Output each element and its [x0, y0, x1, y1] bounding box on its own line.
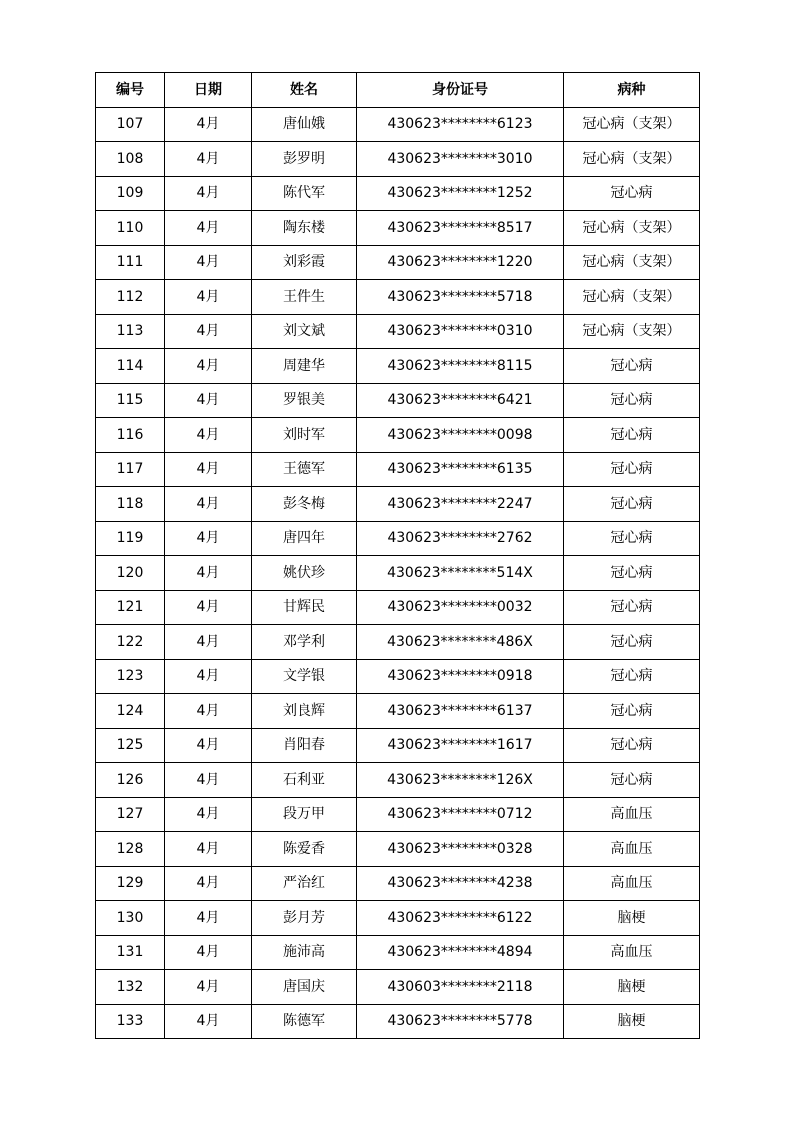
cell-number: 108	[96, 142, 165, 177]
cell-disease: 高血压	[564, 832, 700, 867]
cell-number: 129	[96, 866, 165, 901]
cell-id-number: 430623********486X	[357, 625, 564, 660]
cell-name: 王件生	[252, 280, 357, 315]
cell-date: 4月	[165, 280, 252, 315]
cell-id-number: 430623********6137	[357, 694, 564, 729]
cell-number: 133	[96, 1004, 165, 1039]
cell-date: 4月	[165, 797, 252, 832]
cell-id-number: 430623********0918	[357, 659, 564, 694]
cell-date: 4月	[165, 970, 252, 1005]
cell-number: 112	[96, 280, 165, 315]
cell-date: 4月	[165, 418, 252, 453]
cell-number: 125	[96, 728, 165, 763]
cell-name: 彭冬梅	[252, 487, 357, 522]
cell-disease: 高血压	[564, 935, 700, 970]
cell-date: 4月	[165, 487, 252, 522]
cell-date: 4月	[165, 349, 252, 384]
cell-disease: 冠心病（支架）	[564, 314, 700, 349]
cell-id-number: 430623********6421	[357, 383, 564, 418]
cell-disease: 冠心病	[564, 556, 700, 591]
header-date: 日期	[165, 73, 252, 108]
cell-id-number: 430623********4238	[357, 866, 564, 901]
cell-date: 4月	[165, 314, 252, 349]
cell-name: 刘良辉	[252, 694, 357, 729]
table-row	[96, 418, 700, 453]
table-row	[96, 763, 700, 798]
cell-date: 4月	[165, 211, 252, 246]
table-row	[96, 970, 700, 1005]
table-row	[96, 590, 700, 625]
cell-number: 119	[96, 521, 165, 556]
cell-name: 段万甲	[252, 797, 357, 832]
cell-name: 肖阳春	[252, 728, 357, 763]
table-row	[96, 245, 700, 280]
cell-name: 唐国庆	[252, 970, 357, 1005]
cell-id-number: 430623********0310	[357, 314, 564, 349]
header-disease: 病种	[564, 73, 700, 108]
cell-id-number: 430623********6135	[357, 452, 564, 487]
table-row	[96, 452, 700, 487]
cell-name: 严治红	[252, 866, 357, 901]
cell-disease: 冠心病	[564, 452, 700, 487]
cell-disease: 冠心病（支架）	[564, 245, 700, 280]
header-number: 编号	[96, 73, 165, 108]
table-row	[96, 901, 700, 936]
cell-id-number: 430623********8517	[357, 211, 564, 246]
table-row	[96, 659, 700, 694]
table-row	[96, 935, 700, 970]
cell-number: 128	[96, 832, 165, 867]
cell-id-number: 430623********0712	[357, 797, 564, 832]
cell-name: 罗银美	[252, 383, 357, 418]
cell-number: 113	[96, 314, 165, 349]
cell-date: 4月	[165, 245, 252, 280]
cell-name: 石利亚	[252, 763, 357, 798]
cell-disease: 高血压	[564, 797, 700, 832]
cell-date: 4月	[165, 935, 252, 970]
cell-name: 刘文斌	[252, 314, 357, 349]
cell-id-number: 430603********2118	[357, 970, 564, 1005]
cell-number: 123	[96, 659, 165, 694]
cell-date: 4月	[165, 659, 252, 694]
cell-name: 唐四年	[252, 521, 357, 556]
cell-number: 126	[96, 763, 165, 798]
cell-date: 4月	[165, 728, 252, 763]
cell-number: 111	[96, 245, 165, 280]
cell-date: 4月	[165, 452, 252, 487]
table-row	[96, 625, 700, 660]
cell-date: 4月	[165, 763, 252, 798]
cell-name: 邓学利	[252, 625, 357, 660]
cell-disease: 冠心病（支架）	[564, 211, 700, 246]
table-row	[96, 142, 700, 177]
cell-date: 4月	[165, 521, 252, 556]
cell-name: 陈爱香	[252, 832, 357, 867]
table-row	[96, 866, 700, 901]
table-row	[96, 521, 700, 556]
cell-id-number: 430623********2762	[357, 521, 564, 556]
cell-id-number: 430623********6122	[357, 901, 564, 936]
cell-disease: 冠心病（支架）	[564, 142, 700, 177]
cell-number: 127	[96, 797, 165, 832]
cell-id-number: 430623********1617	[357, 728, 564, 763]
cell-disease: 冠心病	[564, 625, 700, 660]
cell-number: 130	[96, 901, 165, 936]
cell-disease: 冠心病	[564, 763, 700, 798]
cell-id-number: 430623********6123	[357, 107, 564, 142]
cell-number: 114	[96, 349, 165, 384]
cell-id-number: 430623********514X	[357, 556, 564, 591]
table-row	[96, 487, 700, 522]
table-header	[96, 73, 700, 108]
cell-date: 4月	[165, 866, 252, 901]
cell-name: 周建华	[252, 349, 357, 384]
cell-disease: 脑梗	[564, 1004, 700, 1039]
cell-id-number: 430623********4894	[357, 935, 564, 970]
cell-number: 124	[96, 694, 165, 729]
header-id-number: 身份证号	[357, 73, 564, 108]
cell-id-number: 430623********126X	[357, 763, 564, 798]
cell-number: 117	[96, 452, 165, 487]
cell-id-number: 430623********0098	[357, 418, 564, 453]
cell-name: 陈德军	[252, 1004, 357, 1039]
table-row	[96, 728, 700, 763]
cell-id-number: 430623********0032	[357, 590, 564, 625]
cell-name: 施沛高	[252, 935, 357, 970]
cell-id-number: 430623********8115	[357, 349, 564, 384]
cell-date: 4月	[165, 832, 252, 867]
table-row	[96, 107, 700, 142]
cell-number: 116	[96, 418, 165, 453]
table-row	[96, 349, 700, 384]
table-row	[96, 383, 700, 418]
cell-name: 唐仙娥	[252, 107, 357, 142]
cell-disease: 冠心病	[564, 728, 700, 763]
cell-disease: 冠心病	[564, 521, 700, 556]
cell-disease: 脑梗	[564, 901, 700, 936]
cell-number: 121	[96, 590, 165, 625]
cell-disease: 冠心病	[564, 659, 700, 694]
cell-date: 4月	[165, 142, 252, 177]
cell-disease: 冠心病	[564, 694, 700, 729]
cell-disease: 脑梗	[564, 970, 700, 1005]
cell-date: 4月	[165, 176, 252, 211]
cell-name: 姚伏珍	[252, 556, 357, 591]
header-name: 姓名	[252, 73, 357, 108]
cell-number: 132	[96, 970, 165, 1005]
cell-name: 陶东楼	[252, 211, 357, 246]
cell-id-number: 430623********5778	[357, 1004, 564, 1039]
table-row	[96, 280, 700, 315]
cell-number: 110	[96, 211, 165, 246]
cell-disease: 冠心病	[564, 487, 700, 522]
table-row	[96, 211, 700, 246]
cell-date: 4月	[165, 625, 252, 660]
cell-name: 文学银	[252, 659, 357, 694]
cell-name: 甘辉民	[252, 590, 357, 625]
table-row	[96, 556, 700, 591]
table-row	[96, 1004, 700, 1039]
cell-name: 彭罗明	[252, 142, 357, 177]
header-row	[96, 73, 700, 108]
cell-number: 109	[96, 176, 165, 211]
table-row	[96, 797, 700, 832]
table-row	[96, 176, 700, 211]
table-row	[96, 694, 700, 729]
cell-name: 刘彩霞	[252, 245, 357, 280]
cell-date: 4月	[165, 901, 252, 936]
cell-date: 4月	[165, 383, 252, 418]
cell-name: 王德军	[252, 452, 357, 487]
cell-disease: 冠心病（支架）	[564, 280, 700, 315]
cell-disease: 冠心病	[564, 590, 700, 625]
cell-date: 4月	[165, 590, 252, 625]
cell-id-number: 430623********1252	[357, 176, 564, 211]
records-table	[95, 72, 700, 1039]
cell-disease: 冠心病	[564, 383, 700, 418]
table-row	[96, 832, 700, 867]
cell-number: 120	[96, 556, 165, 591]
cell-number: 107	[96, 107, 165, 142]
cell-number: 122	[96, 625, 165, 660]
cell-name: 刘时军	[252, 418, 357, 453]
cell-id-number: 430623********3010	[357, 142, 564, 177]
cell-id-number: 430623********0328	[357, 832, 564, 867]
cell-date: 4月	[165, 556, 252, 591]
cell-name: 陈代军	[252, 176, 357, 211]
cell-date: 4月	[165, 1004, 252, 1039]
cell-disease: 冠心病（支架）	[564, 107, 700, 142]
table-row	[96, 314, 700, 349]
cell-disease: 冠心病	[564, 176, 700, 211]
cell-date: 4月	[165, 107, 252, 142]
cell-number: 131	[96, 935, 165, 970]
cell-id-number: 430623********5718	[357, 280, 564, 315]
cell-id-number: 430623********2247	[357, 487, 564, 522]
table-body	[96, 107, 700, 1039]
cell-date: 4月	[165, 694, 252, 729]
cell-id-number: 430623********1220	[357, 245, 564, 280]
cell-name: 彭月芳	[252, 901, 357, 936]
cell-disease: 高血压	[564, 866, 700, 901]
cell-number: 115	[96, 383, 165, 418]
cell-disease: 冠心病	[564, 418, 700, 453]
cell-disease: 冠心病	[564, 349, 700, 384]
cell-number: 118	[96, 487, 165, 522]
